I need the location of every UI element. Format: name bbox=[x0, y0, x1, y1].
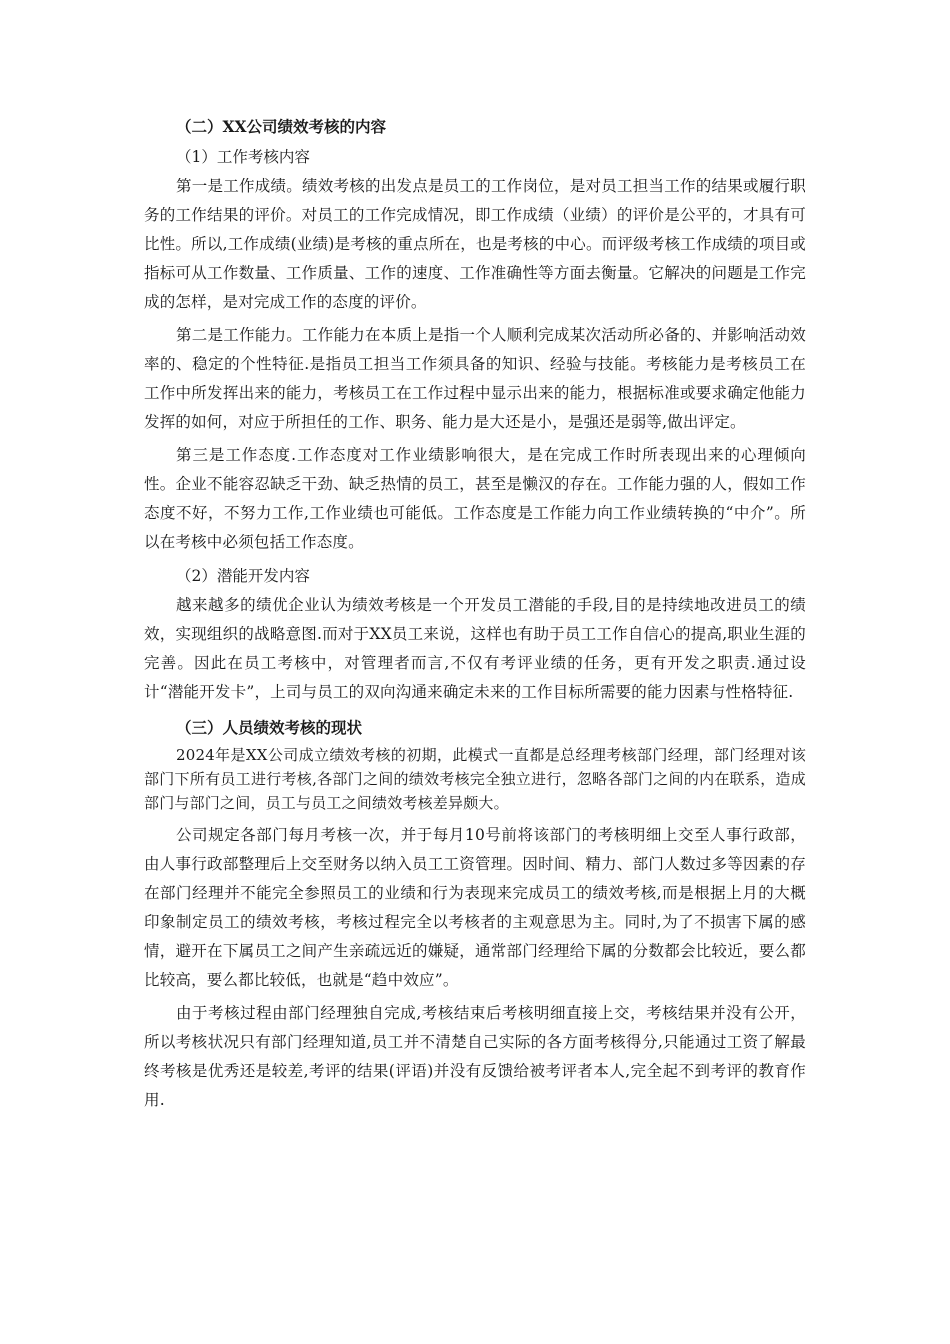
subsection-1-heading: （1）工作考核内容 bbox=[176, 148, 310, 166]
paragraph-work-ability: 第二是工作能力。工作能力在本质上是指一个人顺利完成某次活动所必备的、并影响活动效率的、稳定的个性特征.是指员工担当工作须具备的知识、经验与技能。考核能力是考核员工在工作中所发挥出来的能力，考核员工在工作过程中显示出来的能力，根据标准或要求确定他能力发挥的如何，对应于所担任的工作、职务、能力是大还是小，是强还是弱等,做出评定。 bbox=[144, 326, 806, 431]
paragraph-no-feedback: 由于考核过程由部门经理独自完成,考核结束后考核明细直接上交，考核结果并没有公开，所以考核状况只有部门经理知道,员工并不清楚自己实际的各方面考核得分,只能通过工资了解最终考核是优秀还是较差,考评的结果(评语)并没有反馈给被考评者本人,完全起不到考评的教育作用. bbox=[144, 1004, 806, 1109]
section-3-heading: （三）人员绩效考核的现状 bbox=[176, 718, 363, 737]
paragraph-potential-development: 越来越多的绩优企业认为绩效考核是一个开发员工潜能的手段,目的是持续地改进员工的绩效，实现组织的战略意图.而对于XX员工来说，这样也有助于员工工作自信心的提高,职业生涯的完善。因此在员工考核中，对管理者而言,不仅有考评业绩的任务，更有开发之职责.通过设计“潜能开发卡”，上司与员工的双向沟通来确定未来的工作目标所需要的能力因素与性格特征. bbox=[144, 596, 806, 701]
paragraph-work-results: 第一是工作成绩。绩效考核的出发点是员工的工作岗位，是对员工担当工作的结果或履行职务的工作结果的评价。对员工的工作完成情况，即工作成绩（业绩）的评价是公平的，才具有可比性。所以,工作成绩(业绩)是考核的重点所在，也是考核的中心。而评级考核工作成绩的项目或指标可从工作数量、工作质量、工作的速度、工作准确性等方面去衡量。它解决的问题是工作完成的怎样，是对完成工作的态度的评价。 bbox=[144, 177, 806, 311]
paragraph-work-attitude: 第三是工作态度.工作态度对工作业绩影响很大，是在完成工作时所表现出来的心理倾向性。企业不能容忍缺乏干劲、缺乏热情的员工，甚至是懒汉的存在。工作能力强的人，假如工作态度不好，不努力工作,工作业绩也可能低。工作态度是工作能力向工作业绩转换的“中介”。所以在考核中必须包括工作态度。 bbox=[144, 446, 806, 551]
document-page bbox=[144, 112, 806, 1119]
section-2-heading: （二）XX公司绩效考核的内容 bbox=[176, 117, 387, 136]
paragraph-monthly-review: 公司规定各部门每月考核一次，并于每月10号前将该部门的考核明细上交至人事行政部，由人事行政部整理后上交至财务以纳入员工工资管理。因时间、精力、部门人数过多等因素的存在部门经理并不能完全参照员工的业绩和行为表现来完成员工的绩效考核,而是根据上月的大概印象制定员工的绩效考核，考核过程完全以考核者的主观意思为主。同时,为了不损害下属的感情，避开在下属员工之间产生亲疏远近的嫌疑，通常部门经理给下属的分数都会比较近，要么都比较高，要么都比较低，也就是“趋中效应”。 bbox=[144, 826, 806, 989]
subsection-2-heading: （2）潜能开发内容 bbox=[176, 567, 310, 585]
paragraph-status-intro: 2024年是XX公司成立绩效考核的初期，此模式一直都是总经理考核部门经理，部门经理对该部门下所有员工进行考核,各部门之间的绩效考核完全独立进行，忽略各部门之间的内在联系，造成部门与部门之间，员工与员工之间绩效考核差异颇大。 bbox=[144, 746, 806, 812]
